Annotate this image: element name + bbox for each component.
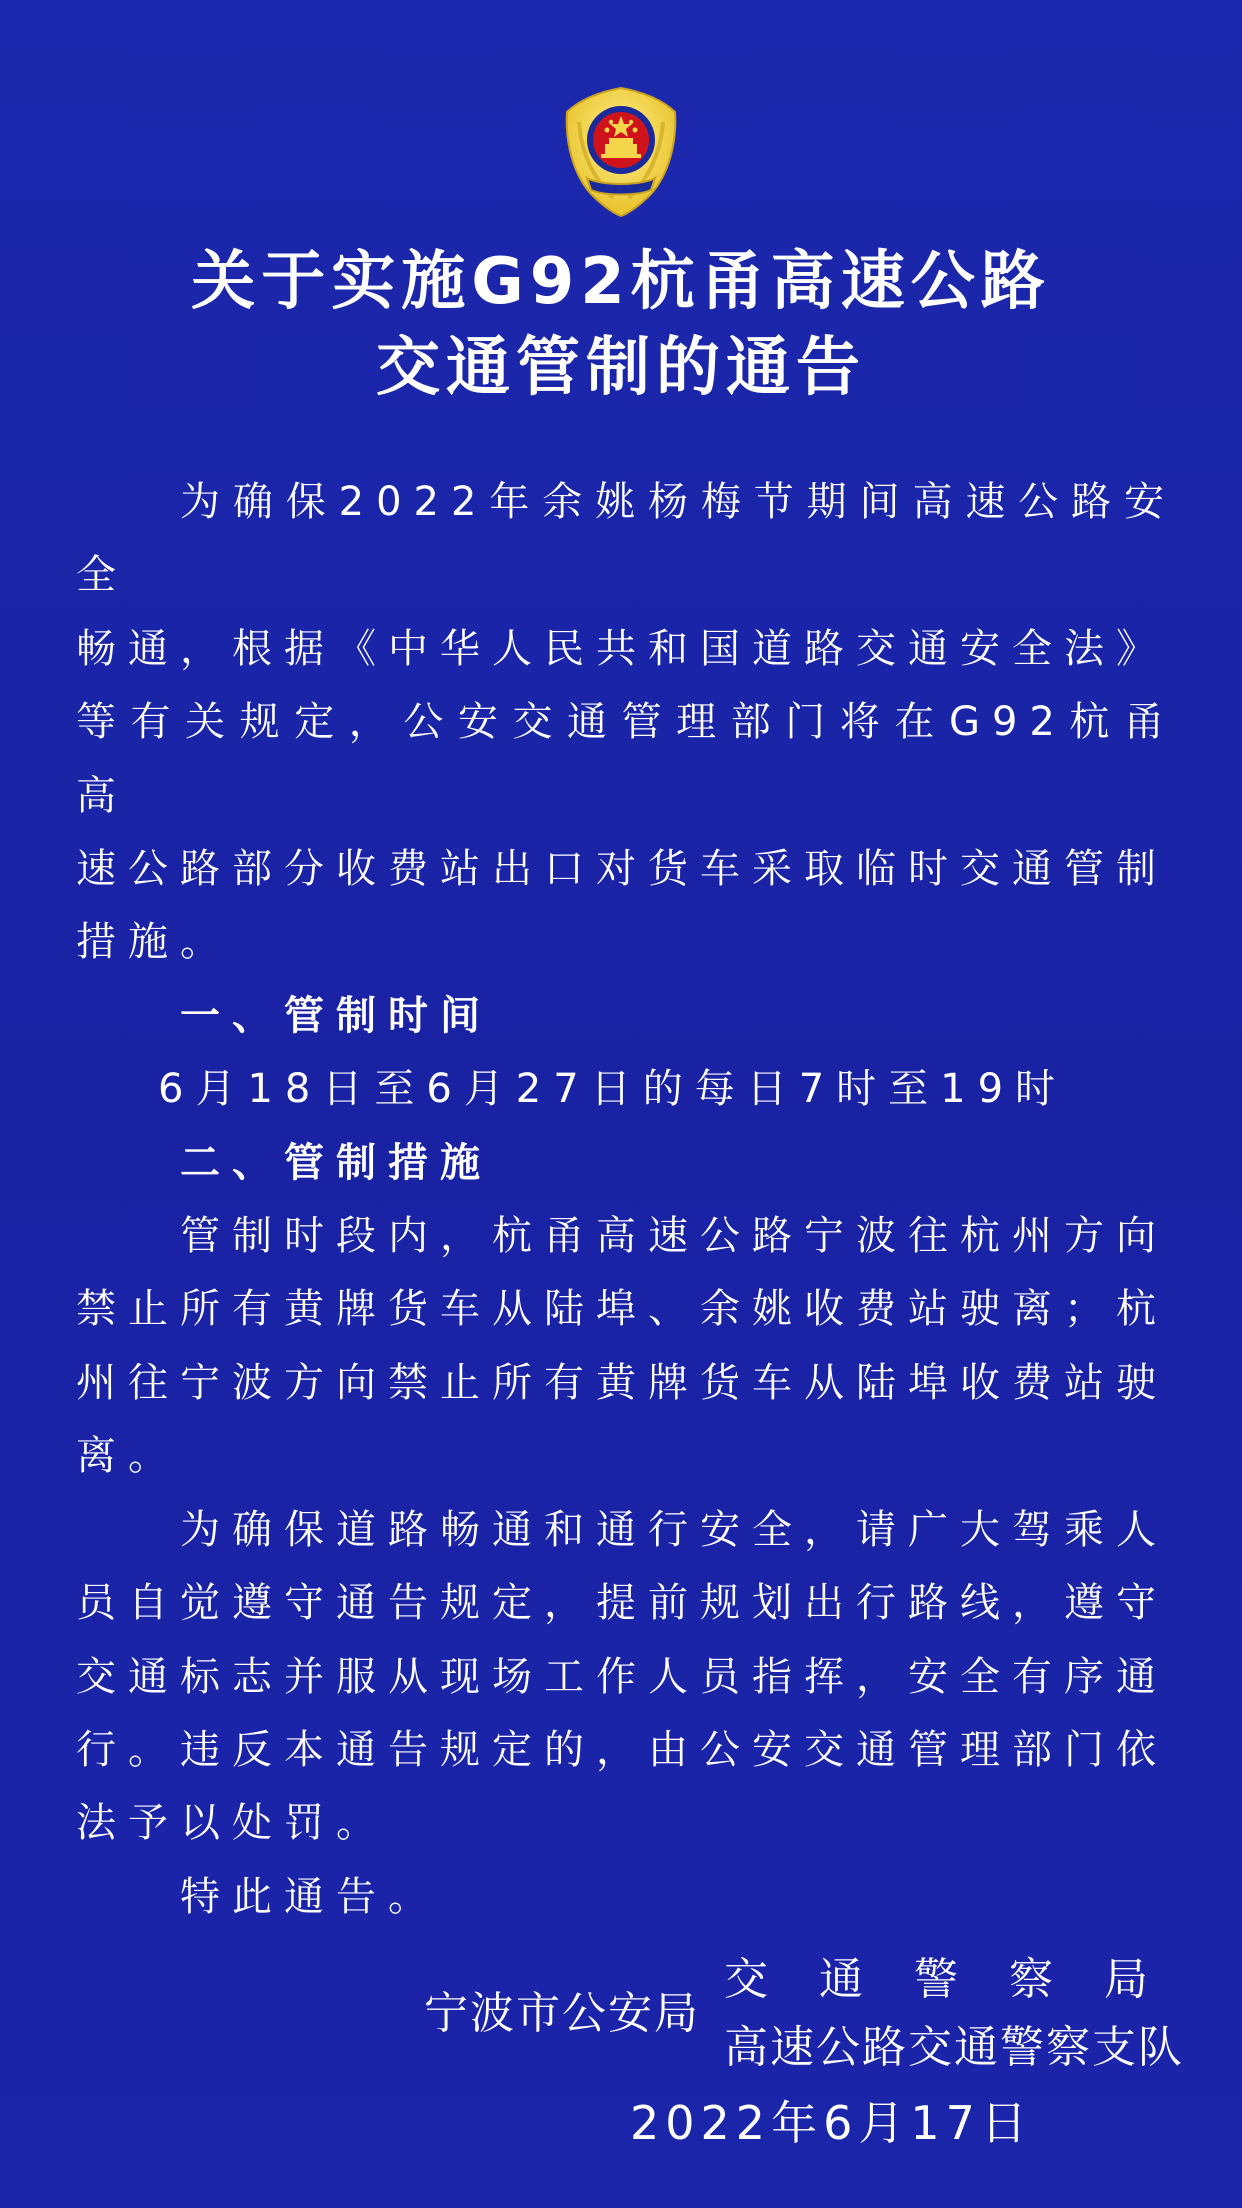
section-2-line-3: 州往宁波方向禁止所有黄牌货车从陆埠收费站驶 [76, 1359, 1168, 1406]
signature-right-line-1 [724, 1950, 1148, 2010]
intro-line-4: 速公路部分收费站出口对货车采取临时交通管制 [76, 846, 1168, 893]
signature-char: 通 [819, 1954, 863, 2005]
signature-char: 交 [724, 1954, 768, 2005]
notice-line-2: 员自觉遵守通告规定，提前规划出行路线，遵守 [76, 1580, 1168, 1627]
intro-line-2: 畅通，根据《中华人民共和国道路交通安全法》 [76, 625, 1168, 672]
intro-line-1: 为确保2022年余姚杨梅节期间高速公路安全 [76, 479, 1176, 599]
closing-line: 特此通告。 [180, 1873, 440, 1920]
title-line-2: 交通管制的通告 [376, 331, 866, 405]
signature-left: 宁波市公安局 [424, 1988, 700, 2039]
title-line-1: 关于实施G92杭甬高速公路 [191, 245, 1051, 319]
notice-line-4: 行。违反本通告规定的，由公安交通管理部门依 [76, 1726, 1168, 1773]
section-2-line-4: 离。 [76, 1433, 180, 1480]
section-1-heading: 一、管制时间 [180, 992, 492, 1039]
section-2-heading: 二、管制措施 [180, 1139, 492, 1186]
signature-date: 2022年6月17日 [630, 2096, 1033, 2150]
notice-body [76, 466, 1176, 1934]
notice-line-5: 法予以处罚。 [76, 1800, 388, 1847]
police-emblem-icon [551, 82, 691, 222]
intro-line-3: 等有关规定，公安交通管理部门将在G92杭甬高 [76, 699, 1176, 819]
signature-right-line-2: 高速公路交通警察支队 [724, 2022, 1184, 2073]
signature-char: 局 [1104, 1954, 1148, 2005]
notice-line-1: 为确保道路畅通和通行安全，请广大驾乘人 [180, 1506, 1168, 1553]
intro-line-5: 措施。 [76, 919, 232, 966]
signature-char: 警 [914, 1954, 958, 2005]
section-2-line-2: 禁止所有黄牌货车从陆埠、余姚收费站驶离；杭 [76, 1286, 1168, 1333]
signature-char: 察 [1009, 1954, 1053, 2005]
section-1-schedule: 6月18日至6月27日的每日7时至19时 [158, 1066, 1068, 1113]
notice-line-3: 交通标志并服从现场工作人员指挥，安全有序通 [76, 1653, 1168, 1700]
section-2-line-1: 管制时段内，杭甬高速公路宁波往杭州方向 [180, 1213, 1168, 1260]
